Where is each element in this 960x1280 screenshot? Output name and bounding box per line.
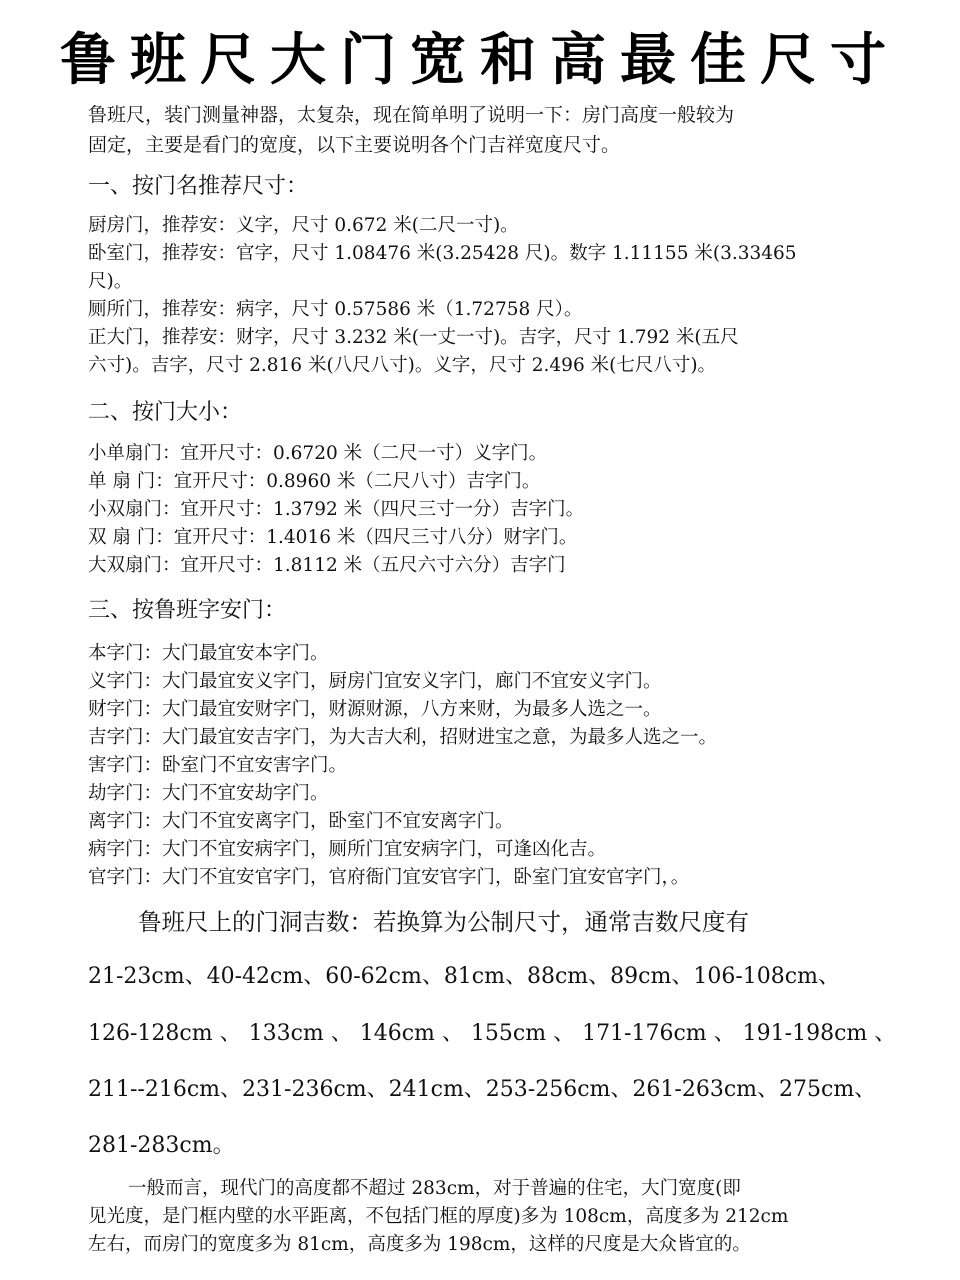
list-item: 厕所门，推荐安：病字，尺寸 0.57586 米（1.72758 尺）。 (88, 299, 583, 320)
list-item: 义字门：大门最宜安义字门，厨房门宜安义字门，廊门不宜安义字门。 (88, 671, 662, 692)
section-heading-by-luban-char: 三、按鲁班字安门： (88, 598, 287, 623)
closing-line: 一般而言，现代门的高度都不超过 283cm，对于普遍的住宅，大门宽度(即 (128, 1178, 741, 1199)
section-by-luban-char-list (88, 640, 858, 892)
closing-line: 见光度，是门框内壁的水平距离，不包括门框的厚度)多为 108cm，高度多为 212cm (88, 1206, 789, 1227)
page-title: 鲁班尺大门宽和高最佳尺寸 (60, 28, 900, 93)
closing-paragraph (88, 1175, 858, 1259)
list-item: 害字门：卧室门不宜安害字门。 (88, 755, 348, 776)
list-item: 单 扇 门：宜开尺寸：0.8960 米（二尺八寸）吉字门。 (88, 471, 541, 492)
list-item: 离字门：大门不宜安离字门，卧室门不宜安离字门。 (88, 811, 514, 832)
list-item: 厨房门，推荐安：义字，尺寸 0.672 米(二尺一寸)。 (88, 215, 519, 236)
list-item: 六寸)。吉字，尺寸 2.816 米(八尺八寸)。义字，尺寸 2.496 米(七尺八寸)。 (88, 355, 717, 376)
lucky-numbers-row: 21-23cm、40-42cm、60-62cm、81cm、88cm、89cm、106-108cm、 (88, 964, 840, 989)
section-heading-by-door-name: 一、按门名推荐尺寸： (88, 174, 309, 199)
section-heading-by-door-size: 二、按门大小： (88, 400, 243, 425)
list-item: 吉字门：大门最宜安吉字门，为大吉大利，招财进宝之意，为最多人选之一。 (88, 727, 718, 748)
list-item: 卧室门，推荐安：官字，尺寸 1.08476 米(3.25428 尺)。数字 1.11155 米(3.33465 (88, 243, 797, 264)
section-by-door-size-list (88, 440, 858, 580)
closing-line: 左右，而房门的宽度多为 81cm，高度多为 198cm，这样的尺度是大众皆宜的。 (88, 1234, 751, 1255)
lucky-numbers-row: 281-283cm。 (88, 1133, 235, 1158)
list-item: 财字门：大门最宜安财字门，财源财源，八方来财，为最多人选之一。 (88, 699, 662, 720)
list-item: 双 扇 门：宜开尺寸：1.4016 米（四尺三寸八分）财字门。 (88, 527, 578, 548)
lucky-numbers-row: 211--216cm、231-236cm、241cm、253-256cm、261-263cm、275cm、 (88, 1077, 877, 1102)
intro-line: 固定，主要是看门的宽度，以下主要说明各个门吉祥宽度尺寸。 (88, 134, 621, 156)
list-item: 尺)。 (88, 271, 133, 292)
list-item: 本字门：大门最宜安本字门。 (88, 643, 329, 664)
list-item: 大双扇门：宜开尺寸：1.8112 米（五尺六寸六分）吉字门 (88, 555, 566, 576)
list-item: 官字门：大门不宜安官字门，官府衙门宜安官字门，卧室门宜安官字门，。 (88, 867, 690, 888)
section-by-door-name-list (88, 212, 858, 380)
intro-line: 鲁班尺，装门测量神器，太复杂，现在简单明了说明一下：房门高度一般较为 (88, 104, 735, 126)
list-item: 劫字门：大门不宜安劫字门。 (88, 783, 329, 804)
lucky-numbers-heading: 鲁班尺上的门洞吉数：若换算为公制尺寸，通常吉数尺度有 (138, 908, 749, 936)
list-item: 小双扇门：宜开尺寸：1.3792 米（四尺三寸一分）吉字门。 (88, 499, 585, 520)
intro-paragraph (88, 100, 848, 160)
list-item: 病字门：大门不宜安病字门，厕所门宜安病字门，可逢凶化吉。 (88, 839, 607, 860)
lucky-numbers-row: 126-128cm 、 133cm 、 146cm 、 155cm 、 171-176cm 、 191-198cm 、 (88, 1021, 897, 1046)
list-item: 小单扇门：宜开尺寸：0.6720 米（二尺一寸）义字门。 (88, 443, 548, 464)
list-item: 正大门，推荐安：财字，尺寸 3.232 米(一丈一寸)。吉字，尺寸 1.792 米(五尺 (88, 327, 739, 348)
